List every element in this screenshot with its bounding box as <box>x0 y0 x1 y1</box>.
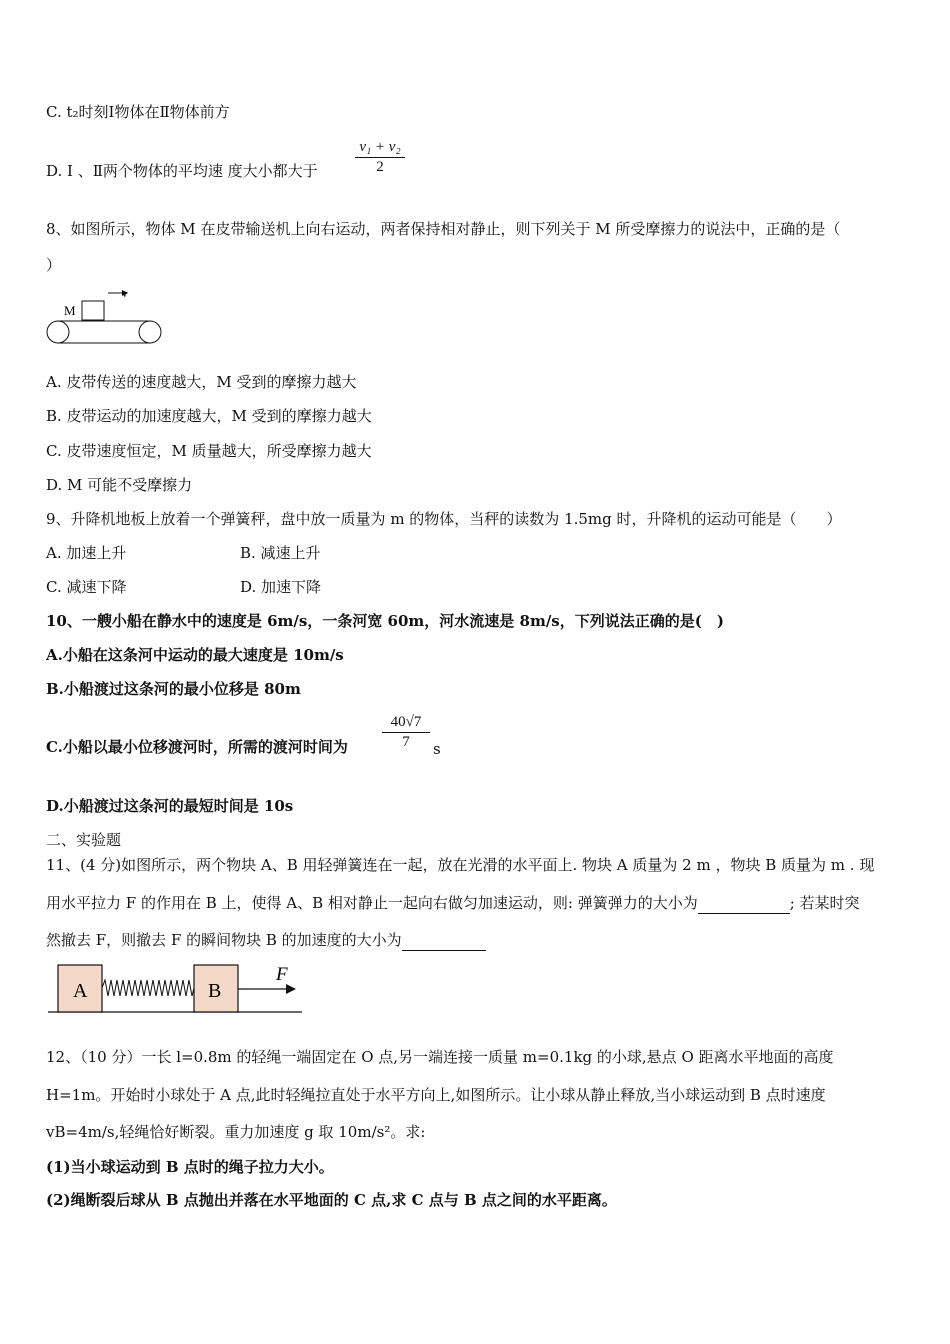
q9-option-d: D. 加速下降 <box>240 578 322 596</box>
q10-option-b: B.小船渡过这条河的最小位移是 80m <box>46 680 301 698</box>
q11-line2 <box>46 893 860 914</box>
fraction-numerator: v₁ + v₂ <box>359 139 401 155</box>
fraction-bar <box>355 157 405 158</box>
q10-option-c-unit: s <box>433 740 441 758</box>
fraction-bar <box>382 732 430 733</box>
block-b-label: B <box>208 980 222 1002</box>
q8-option-c: C. 皮带速度恒定，M 质量越大，所受摩擦力越大 <box>46 442 372 460</box>
q10-option-d: D.小船渡过这条河的最短时间是 10s <box>46 797 294 815</box>
q7-option-d-fraction <box>355 139 405 176</box>
q7-option-d: D. Ⅰ 、Ⅱ两个物体的平均速 度大小都大于 <box>46 162 318 180</box>
q12-part2: (2)绳断裂后球从 B 点抛出并落在水平地面的 C 点,求 C 点与 B 点之间的水平距离。 <box>46 1191 617 1209</box>
q9-option-b: B. 减速上升 <box>240 544 321 562</box>
conveyor-belt-figure <box>44 284 170 346</box>
q9-option-a: A. 加速上升 <box>46 544 127 562</box>
q12-line2: H=1m。开始时小球处于 A 点,此时轻绳拉直处于水平方向上,如图所示。让小球从静止释放,当小球运动到 B 点时速度 <box>46 1086 826 1104</box>
left-roller <box>47 321 69 343</box>
q11-line2-tail: ; 若某时突 <box>789 894 860 912</box>
force-label: F <box>276 964 288 985</box>
right-roller <box>139 321 161 343</box>
velocity-label: v <box>122 288 128 300</box>
q12-line1: 12、（10 分）一长 l=0.8m 的轻绳一端固定在 O 点,另一端连接一质量 m=0.1kg 的小球,悬点 O 距离水平地面的高度 <box>46 1048 834 1066</box>
fraction-numerator: 40√7 <box>390 714 422 730</box>
fraction-denominator: 2 <box>376 159 384 175</box>
answer-blank-acceleration[interactable] <box>402 930 486 951</box>
q11-line3-text: 然撤去 F，则撤去 F 的瞬间物块 B 的加速度的大小为 <box>46 931 402 949</box>
q11-line1: 11、(4 分)如图所示，两个物块 A、B 用轻弹簧连在一起，放在光滑的水平面上. 物块 A 质量为 2 m ，物块 B 质量为 m . 现 <box>46 856 875 874</box>
q11-line3 <box>46 930 486 951</box>
q10-option-a: A.小船在这条河中运动的最大速度是 10m/s <box>46 646 344 664</box>
q8-stem-line1: 8、如图所示，物体 M 在皮带输送机上向右运动，两者保持相对静止，则下列关于 M 所受摩擦力的说法中，正确的是（ <box>46 220 841 238</box>
block-m <box>82 301 104 320</box>
q11-line2-text: 用水平拉力 F 的作用在 B 上，使得 A、B 相对静止一起向右做匀加速运动，则: 弹簧弹力的大小为 <box>46 894 698 912</box>
q7-option-c: C. t₂时刻Ⅰ物体在Ⅱ物体前方 <box>46 103 230 121</box>
answer-blank-spring-force[interactable] <box>698 893 790 914</box>
q9-stem: 9、升降机地板上放着一个弹簧秤，盘中放一质量为 m 的物体，当秤的读数为 1.5mg 时，升降机的运动可能是（ ） <box>46 510 842 528</box>
spring-blocks-figure <box>46 960 306 1016</box>
q8-option-b: B. 皮带运动的加速度越大，M 受到的摩擦力越大 <box>46 407 372 425</box>
q12-part1: (1)当小球运动到 B 点时的绳子拉力大小。 <box>46 1158 334 1176</box>
block-label: M <box>64 303 76 318</box>
section-heading: 二、实验题 <box>46 831 122 849</box>
q9-option-c: C. 减速下降 <box>46 578 127 596</box>
spring <box>102 980 194 996</box>
q8-option-a: A. 皮带传送的速度越大，M 受到的摩擦力越大 <box>46 373 357 391</box>
block-a-label: A <box>73 980 88 1002</box>
fraction-denominator: 7 <box>402 734 410 750</box>
q10-stem: 10、一艘小船在静水中的速度是 6m/s，一条河宽 60m，河水流速是 8m/s，下列说法正确的是( ) <box>46 612 724 630</box>
force-arrowhead <box>286 984 296 994</box>
q10-option-c-fraction <box>382 714 430 751</box>
q8-option-d: D. M 可能不受摩擦力 <box>46 476 193 494</box>
q12-line3: vB=4m/s,轻绳恰好断裂。重力加速度 g 取 10m/s²。求: <box>46 1123 426 1141</box>
q10-option-c: C.小船以最小位移渡河时，所需的渡河时间为 <box>46 738 348 756</box>
q8-stem-line2: ） <box>46 256 62 274</box>
